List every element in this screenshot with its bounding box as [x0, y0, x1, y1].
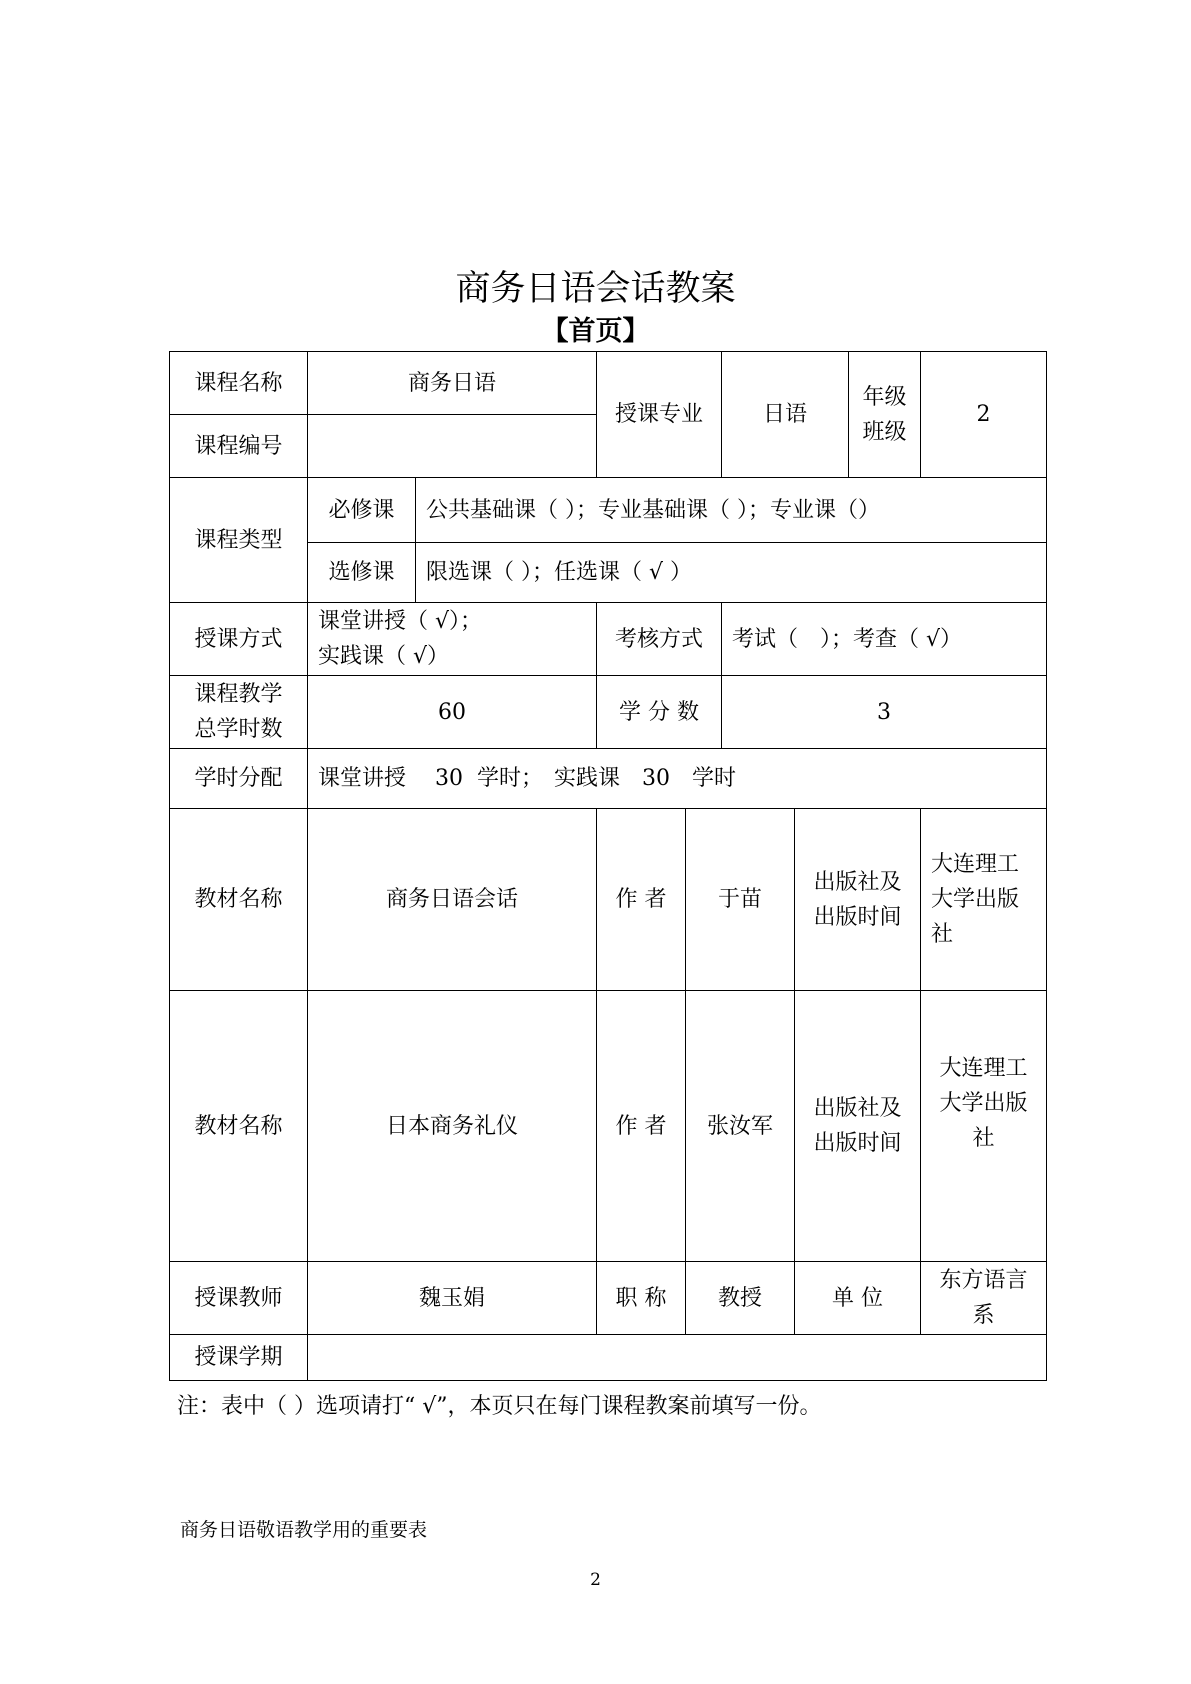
required-options: 公共基础课（ ）；专业基础课（ ）；专业课（） — [416, 478, 1047, 543]
total-hours-label-line1: 课程教学 — [194, 682, 283, 707]
teaching-method-value — [308, 603, 597, 676]
textbook-author-label: 作 者 — [597, 809, 686, 991]
teaching-method-line2: 实践课（ √） — [318, 644, 450, 669]
teacher-value: 魏玉娟 — [308, 1262, 597, 1335]
teacher-label: 授课教师 — [170, 1262, 308, 1335]
table-row — [170, 676, 1047, 749]
table-row — [170, 603, 1047, 676]
publisher-line2: 大学出版 — [939, 1091, 1028, 1116]
table-row — [170, 352, 1047, 415]
teaching-method-line1: 课堂讲授（ √）； — [318, 609, 483, 634]
publisher-label-line2: 出版时间 — [813, 1131, 902, 1156]
textbook-publisher-value — [921, 809, 1047, 991]
grade-label-line1: 年级 — [862, 384, 907, 410]
textbook-name-value: 日本商务礼仪 — [308, 991, 597, 1262]
textbook-author-value: 于苗 — [686, 809, 795, 991]
assessment-label: 考核方式 — [597, 603, 722, 676]
publisher-label-line1: 出版社及 — [813, 869, 902, 895]
course-code-label: 课程编号 — [170, 415, 308, 478]
rank-value: 教授 — [686, 1262, 795, 1335]
table-row — [170, 809, 1047, 991]
semester-label: 授课学期 — [170, 1335, 308, 1381]
rank-label: 职 称 — [597, 1262, 686, 1335]
unit-label: 单 位 — [795, 1262, 921, 1335]
grade-label — [849, 352, 921, 478]
publisher-line3: 社 — [931, 922, 954, 947]
page-number: 2 — [590, 1570, 601, 1590]
table-row — [170, 1262, 1047, 1335]
unit-line1: 东方语言 — [939, 1268, 1028, 1293]
textbook-author-label: 作 者 — [597, 991, 686, 1262]
publisher-line1: 大连理工 — [939, 1056, 1028, 1081]
publisher-line3: 社 — [972, 1126, 995, 1151]
publisher-label-line1: 出版社及 — [813, 1096, 902, 1121]
total-hours-value: 60 — [308, 676, 597, 749]
total-hours-label-line2: 总学时数 — [194, 717, 283, 742]
textbook-publisher-value — [921, 991, 1047, 1262]
document-subtitle: 【首页】 — [541, 316, 650, 347]
table-row — [170, 991, 1047, 1262]
elective-options: 限选课（ ）；任选课（ √ ） — [416, 543, 1047, 603]
publisher-label-line2: 出版时间 — [813, 904, 902, 930]
footer-text: 商务日语敬语教学用的重要表 — [180, 1519, 428, 1541]
table-row — [170, 1335, 1047, 1381]
textbook-author-value: 张汝军 — [686, 991, 795, 1262]
teaching-method-label: 授课方式 — [170, 603, 308, 676]
textbook-name-value: 商务日语会话 — [308, 809, 597, 991]
grade-value: 2 — [921, 352, 1047, 478]
course-name-label: 课程名称 — [170, 352, 308, 415]
table-row — [170, 478, 1047, 543]
publisher-line2: 大学出版 — [931, 887, 1020, 912]
credits-label: 学 分 数 — [597, 676, 722, 749]
textbook-publisher-label — [795, 809, 921, 991]
publisher-line1: 大连理工 — [931, 852, 1020, 877]
textbook-name-label: 教材名称 — [170, 991, 308, 1262]
table-row — [170, 749, 1047, 809]
total-hours-label — [170, 676, 308, 749]
course-type-label: 课程类型 — [170, 478, 308, 603]
hours-dist-label: 学时分配 — [170, 749, 308, 809]
unit-value — [921, 1262, 1047, 1335]
elective-label: 选修课 — [308, 543, 416, 603]
course-name-value: 商务日语 — [308, 352, 597, 415]
textbook-publisher-label — [795, 991, 921, 1262]
required-label: 必修课 — [308, 478, 416, 543]
course-info-table — [169, 351, 1047, 1381]
textbook-name-label: 教材名称 — [170, 809, 308, 991]
major-label: 授课专业 — [597, 352, 722, 478]
hours-dist-value: 课堂讲授 30 学时； 实践课 30 学时 — [308, 749, 1047, 809]
table-note: 注：表中（ ）选项请打“ √”，本页只在每门课程教案前填写一份。 — [177, 1394, 822, 1419]
credits-value: 3 — [722, 676, 1047, 749]
unit-line2: 系 — [972, 1303, 995, 1328]
grade-label-line2: 班级 — [862, 419, 907, 445]
semester-value — [308, 1335, 1047, 1381]
course-code-value — [308, 415, 597, 478]
major-value: 日语 — [722, 352, 849, 478]
document-title: 商务日语会话教案 — [455, 269, 736, 309]
assessment-value: 考试（ ）；考查（ √） — [722, 603, 1047, 676]
